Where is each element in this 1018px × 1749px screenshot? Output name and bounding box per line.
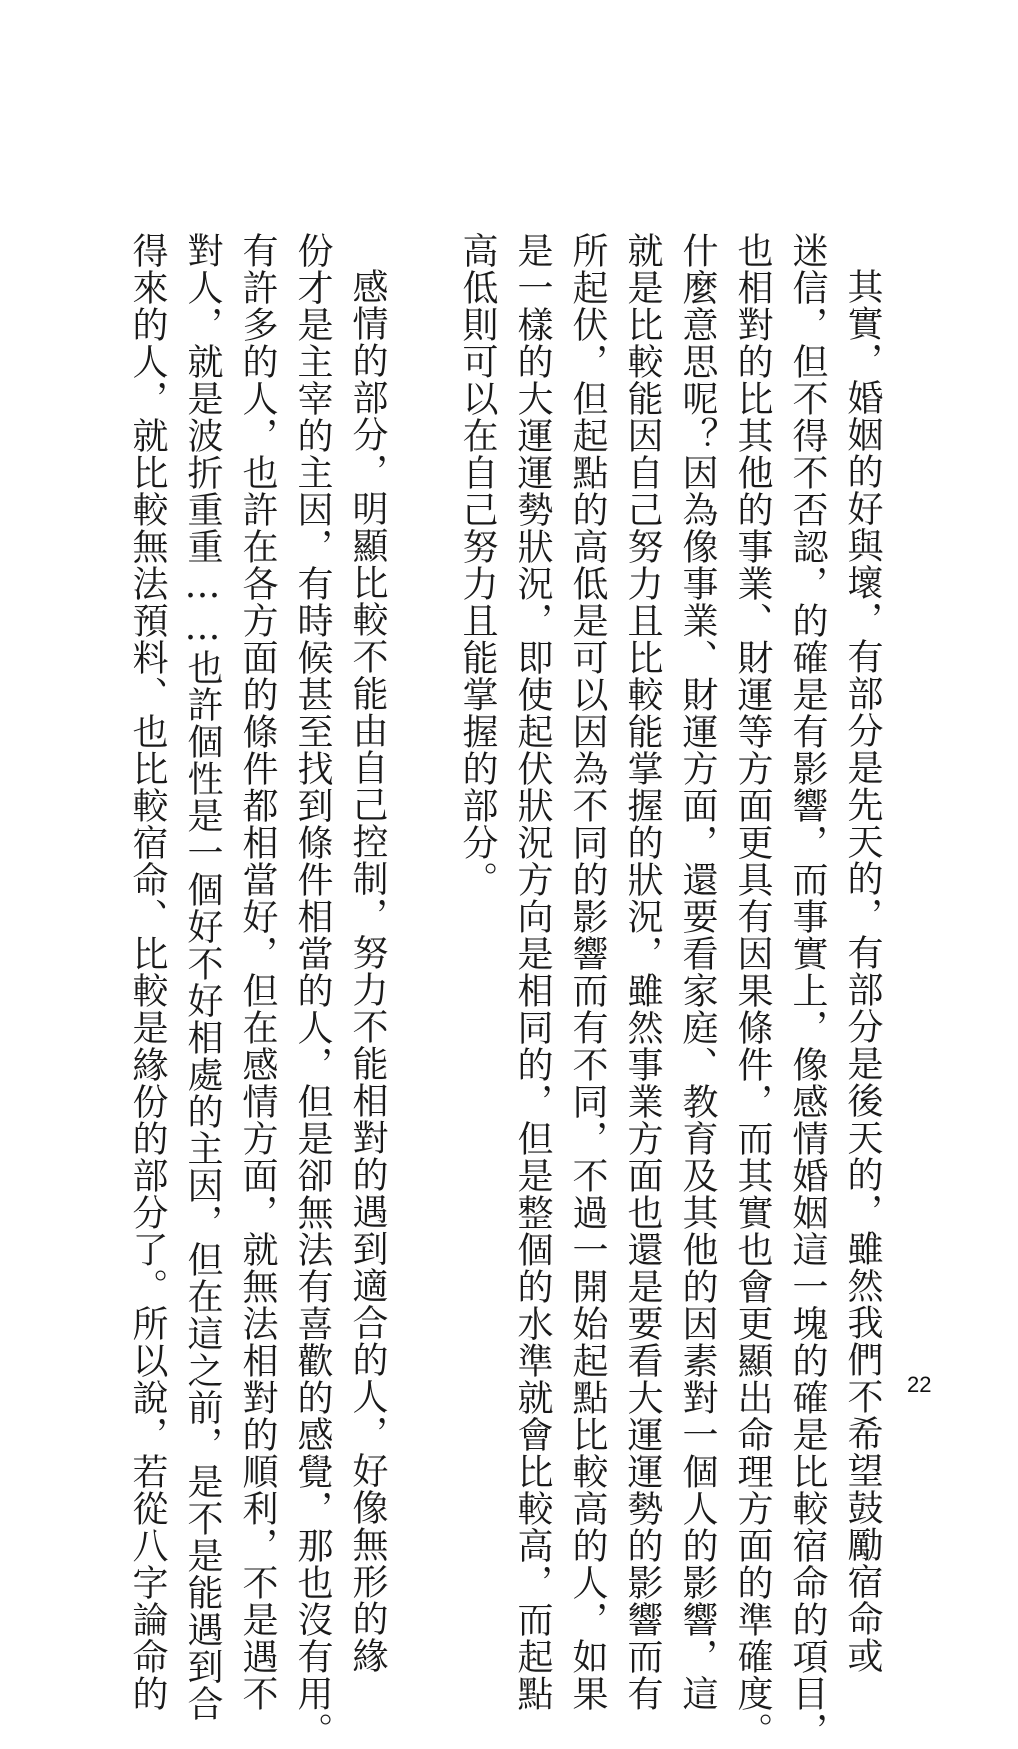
paragraph-1-line-3: 也相對的比其他的事業、財運等方面更具有因果條件，而其實也會更顯出命理方面的準確度。 — [732, 232, 773, 1749]
paragraph-1-line-4: 什麼意思呢？因為像事業、財運方面，還要看家庭、教育及其他的因素對一個人的影響，這 — [677, 232, 718, 1712]
body-text — [120, 232, 890, 1749]
paragraph-1-line-6: 所起伏，但起點的高低是可以因為不同的影響而有不同，不過一開始起點比較高的人，如果 — [567, 232, 608, 1712]
paragraph-1-line-7: 是一樣的大運運勢狀況，即使起伏狀況方向是相同的，但是整個的水準就會比較高，而起點 — [512, 232, 553, 1712]
paragraph-2-line-3: 有許多的人，也許在各方面的條件都相當好，但在感情方面，就無法相對的順利，不是遇不 — [237, 232, 278, 1712]
page-number: 22 — [907, 1372, 932, 1397]
paragraph-1-line-1: 其實，婚姻的好與壞，有部分是先天的，有部分是後天的，雖然我們不希望鼓勵宿命或 — [842, 268, 883, 1674]
paragraph-1-line-2: 迷信，但不得不否認，的確是有影響，而事實上，像感情婚姻這一塊的確是比較宿命的項目， — [787, 232, 828, 1749]
paragraph-2-line-1: 感情的部分，明顯比較不能由自己控制，努力不能相對的遇到適合的人，好像無形的緣 — [347, 268, 388, 1674]
paragraph-1-line-8: 高低則可以在自己努力且能掌握的部分。 — [457, 232, 498, 898]
paragraph-2-line-5: 得來的人，就比較無法預料、也比較宿命、比較是緣份的部分了。所以說，若從八字論命的 — [127, 232, 168, 1712]
paragraph-2-line-4: 對人，就是波折重重……也許個性是一個好不好相處的主因，但在這之前，是不是能遇到合 — [182, 232, 223, 1722]
paragraph-2-line-2: 份才是主宰的主因，有時候甚至找到條件相當的人，但是卻無法有喜歡的感覺，那也沒有用。 — [292, 232, 333, 1749]
paragraph-divider — [395, 232, 450, 1332]
paragraph-1-line-5: 就是比較能因自己努力且比較能掌握的狀況，雖然事業方面也還是要看大運運勢的影響而有 — [622, 232, 663, 1712]
